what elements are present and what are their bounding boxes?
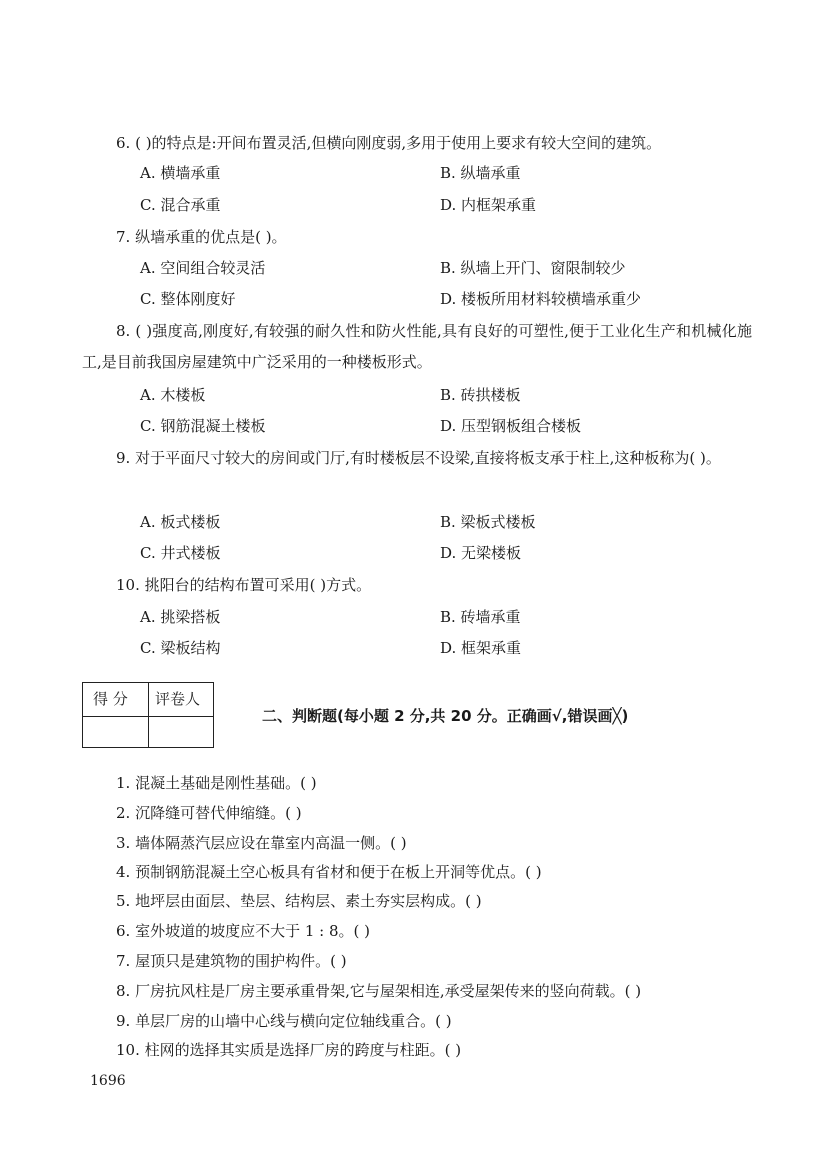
tf-item-7: 7. 屋顶只是建筑物的围护构件。( ) <box>116 952 347 970</box>
score-table-column-divider <box>148 683 149 747</box>
question-8-option-b: B. 砖拱楼板 <box>440 386 521 404</box>
question-7-option-d: D. 楼板所用材料较横墙承重少 <box>440 290 642 308</box>
tf-item-6: 6. 室外坡道的坡度应不大于 1 : 8。( ) <box>116 922 370 940</box>
tf-item-4: 4. 预制钢筋混凝土空心板具有省材和便于在板上开洞等优点。( ) <box>116 863 542 881</box>
question-9-option-c: C. 井式楼板 <box>140 544 221 562</box>
tf-item-1: 1. 混凝土基础是刚性基础。( ) <box>116 774 317 792</box>
question-10-stem: 10. 挑阳台的结构布置可采用( )方式。 <box>116 576 372 594</box>
question-10-option-c: C. 梁板结构 <box>140 639 221 657</box>
question-10-option-b: B. 砖墙承重 <box>440 608 521 626</box>
question-6-option-b: B. 纵墙承重 <box>440 164 521 182</box>
question-10-option-a: A. 挑梁搭板 <box>140 608 221 626</box>
question-6-option-a: A. 横墙承重 <box>140 164 221 182</box>
question-8-option-c: C. 钢筋混凝土楼板 <box>140 417 266 435</box>
tf-item-5: 5. 地坪层由面层、垫层、结构层、素土夯实层构成。( ) <box>116 892 482 910</box>
tf-item-10: 10. 柱网的选择其实质是选择厂房的跨度与柱距。( ) <box>116 1041 462 1059</box>
question-9-option-d: D. 无梁楼板 <box>440 544 522 562</box>
grader-label: 评卷人 <box>155 690 201 708</box>
question-9-option-a: A. 板式楼板 <box>140 513 221 531</box>
question-7-option-c: C. 整体刚度好 <box>140 290 236 308</box>
question-9-option-b: B. 梁板式楼板 <box>440 513 536 531</box>
question-7-stem: 7. 纵墙承重的优点是( )。 <box>116 228 287 246</box>
tf-item-8: 8. 厂房抗风柱是厂房主要承重骨架,它与屋架相连,承受屋架传来的竖向荷载。( ) <box>116 982 642 1000</box>
question-8-option-a: A. 木楼板 <box>140 386 206 404</box>
question-10-option-d: D. 框架承重 <box>440 639 522 657</box>
tf-item-2: 2. 沉降缝可替代伸缩缝。( ) <box>116 804 302 822</box>
page-number: 1696 <box>90 1073 126 1089</box>
question-7-option-b: B. 纵墙上开门、窗限制较少 <box>440 259 626 277</box>
tf-item-9: 9. 单层厂房的山墙中心线与横向定位轴线重合。( ) <box>116 1012 452 1030</box>
question-7-option-a: A. 空间组合较灵活 <box>140 259 266 277</box>
question-8-option-d: D. 压型钢板组合楼板 <box>440 417 582 435</box>
question-6-stem: 6. ( )的特点是:开间布置灵活,但横向刚度弱,多用于使用上要求有较大空间的建筑。 <box>116 134 662 152</box>
score-table <box>82 682 214 748</box>
question-6-option-d: D. 内框架承重 <box>440 196 537 214</box>
score-label: 得 分 <box>93 690 128 708</box>
section-2-title: 二、判断题(每小题 2 分,共 20 分。正确画√,错误画╳) <box>262 707 629 725</box>
tf-item-3: 3. 墙体隔蒸汽层应设在靠室内高温一侧。( ) <box>116 834 407 852</box>
question-8-stem: 8. ( )强度高,刚度好,有较强的耐久性和防火性能,具有良好的可塑性,便于工业化生产和机械化施工,是目前我国房屋建筑中广泛采用的一种楼板形式。 <box>82 322 752 371</box>
question-9-stem: 9. 对于平面尺寸较大的房间或门厅,有时楼板层不设梁,直接将板支承于柱上,这种板称为( )。 <box>116 449 721 467</box>
question-6-option-c: C. 混合承重 <box>140 196 221 214</box>
